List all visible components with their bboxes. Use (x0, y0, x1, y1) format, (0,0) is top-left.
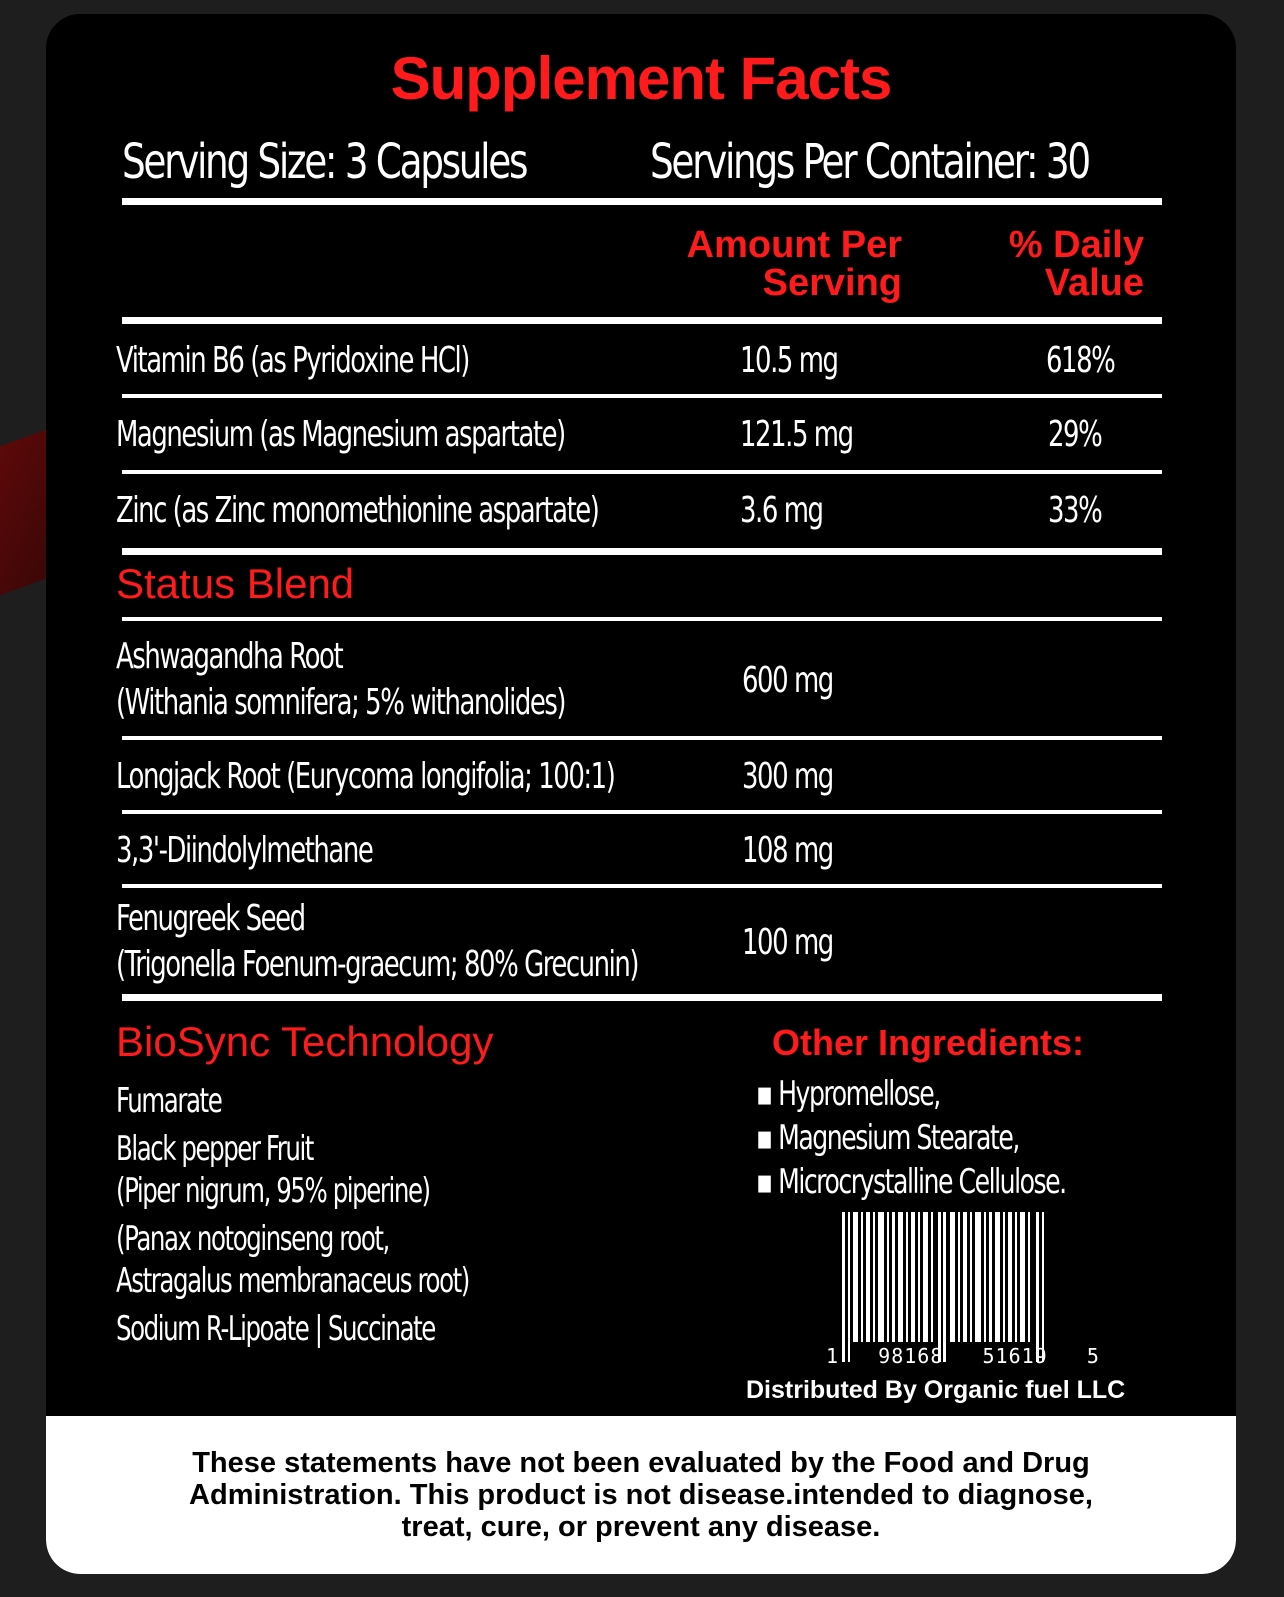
vitamin-dv: 29% (1048, 414, 1102, 455)
other-ingredient-item: ▪ Microcrystalline Cellulose. (756, 1162, 1066, 1202)
divider (122, 317, 1162, 324)
supplement-label (46, 14, 1236, 1574)
dv-header-line1: % Daily (1008, 224, 1144, 266)
blend-item-name: Fenugreek Seed (116, 898, 305, 939)
divider (122, 470, 1162, 474)
vitamin-name: Magnesium (as Magnesium aspartate) (116, 414, 565, 455)
divider (122, 198, 1162, 205)
vitamin-amount: 121.5 mg (740, 414, 853, 455)
biosync-line: (Piper nigrum, 95% piperine) (116, 1171, 430, 1211)
vitamin-name: Zinc (as Zinc monomethionine aspartate) (116, 490, 599, 531)
blend-item-name: Longjack Root (Eurycoma longifolia; 100:1) (116, 756, 615, 797)
amount-header-line2: Serving (762, 262, 902, 304)
other-ingredient-text: Hypromellose, (778, 1074, 940, 1114)
blend-item-amount: 600 mg (742, 660, 833, 701)
blend-item-amount: 300 mg (742, 756, 833, 797)
blend-item-detail: (Withania somnifera; 5% withanolides) (116, 682, 566, 723)
biosync-line: Black pepper Fruit (116, 1129, 313, 1169)
biosync-line: Astragalus membranaceus root) (116, 1261, 469, 1301)
blend-item-detail: (Trigonella Foenum-graecum; 80% Grecunin) (116, 944, 639, 985)
biosync-line: (Panax notoginseng root, (116, 1219, 389, 1259)
blend-item-name: Ashwagandha Root (116, 636, 343, 677)
disclaimer-text: These statements have not been evaluated by the Food and Drug Administration. This product is not disease.intended to diagnose, treat, cure, or prevent any disease. (189, 1447, 1093, 1543)
divider (122, 884, 1162, 888)
label-title: Supplement Facts (390, 45, 892, 112)
other-ingredient-item: ▪ Hypromellose, (756, 1074, 940, 1114)
blend-item-amount: 108 mg (742, 830, 833, 871)
vitamin-dv: 33% (1048, 490, 1102, 531)
amount-header (606, 226, 902, 302)
divider (122, 736, 1162, 740)
divider (122, 617, 1162, 621)
divider (122, 810, 1162, 814)
other-ingredient-text: Magnesium Stearate, (778, 1118, 1019, 1158)
biosync-heading: BioSync Technology (116, 1018, 494, 1065)
barcode-number: 1 98168 51619 5 (826, 1344, 1100, 1368)
serving-size: Serving Size: 3 Capsules (122, 134, 527, 190)
servings-per-container: Servings Per Container: 30 (650, 134, 1089, 190)
vitamin-amount: 10.5 mg (740, 340, 838, 381)
amount-header-line1: Amount Per (686, 224, 902, 266)
blend-item-name: 3,3'-Diindolylmethane (116, 830, 373, 871)
divider (122, 994, 1162, 1001)
disclaimer-box (46, 1416, 1236, 1574)
other-ingredient-item: ▪ Magnesium Stearate, (756, 1118, 1019, 1158)
divider (122, 394, 1162, 398)
vitamin-dv: 618% (1046, 340, 1115, 381)
biosync-line: Sodium R-Lipoate | Succinate (116, 1309, 435, 1349)
daily-value-header (946, 226, 1144, 302)
vitamin-name: Vitamin B6 (as Pyridoxine HCl) (116, 340, 469, 381)
other-ingredient-text: Microcrystalline Cellulose. (778, 1162, 1066, 1202)
vitamin-amount: 3.6 mg (740, 490, 823, 531)
divider (122, 548, 1162, 555)
dv-header-line2: Value (1044, 262, 1144, 304)
blend-heading: Status Blend (116, 560, 355, 607)
biosync-line: Fumarate (116, 1081, 222, 1121)
distributor: Distributed By Organic fuel LLC (746, 1376, 1126, 1404)
blend-item-amount: 100 mg (742, 922, 833, 963)
other-ingredients-heading: Other Ingredients: (772, 1022, 1085, 1063)
